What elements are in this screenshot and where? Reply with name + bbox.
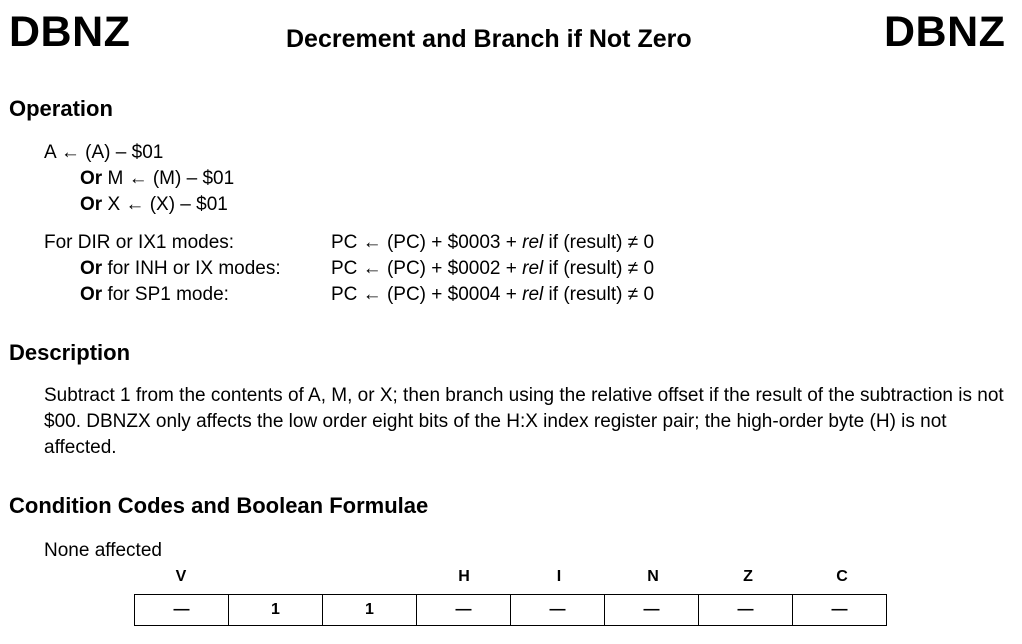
mode-formula-dir-ix1: PC ← (PC) + $0003 + rel if (result) ≠ 0	[331, 232, 655, 253]
cc-cell-v: —	[135, 595, 229, 626]
operation-heading: Operation	[9, 96, 113, 121]
mode-label-inh-ix: Or for INH or IX modes:	[80, 258, 281, 279]
or-keyword: Or	[80, 168, 103, 189]
cc-cell-z: —	[699, 595, 793, 626]
cc-header-i: I	[556, 568, 562, 585]
cc-cell-bit6: 1	[229, 595, 323, 626]
condition-codes-row	[135, 595, 887, 626]
mode-formula-inh-ix: PC ← (PC) + $0002 + rel if (result) ≠ 0	[331, 258, 655, 279]
or-keyword: Or	[80, 194, 103, 215]
cc-header-v: V	[175, 568, 187, 585]
mode-label-sp1: Or for SP1 mode:	[80, 284, 229, 305]
condition-codes-table	[134, 594, 887, 626]
mode-formula-sp1: PC ← (PC) + $0004 + rel if (result) ≠ 0	[331, 284, 655, 305]
cc-header-z: Z	[743, 568, 753, 585]
mnemonic-left: DBNZ	[9, 8, 131, 56]
cc-cell-c: —	[793, 595, 887, 626]
cc-header-n: N	[647, 568, 659, 585]
cc-cell-i: —	[511, 595, 605, 626]
cc-cell-h: —	[417, 595, 511, 626]
cc-header-c: C	[836, 568, 848, 585]
mode-label-dir-ix1: For DIR or IX1 modes:	[44, 232, 235, 253]
description-text: Subtract 1 from the contents of A, M, or X; then branch using the relative offset if the result of the subtraction is not $00. DBNZX only affects the low order eight bits of the H:X index register pair; the high-order byte (H) is not affected.	[44, 385, 1004, 458]
cc-header-h: H	[458, 568, 470, 585]
description-heading: Description	[9, 340, 131, 365]
condition-codes-note: None affected	[44, 540, 162, 561]
operation-line-a: A ← (A) – $01	[44, 142, 164, 163]
mnemonic-right: DBNZ	[884, 8, 1006, 56]
cc-cell-bit5: 1	[323, 595, 417, 626]
operation-line-x	[80, 194, 228, 216]
operation-line-m	[80, 168, 234, 190]
condition-codes-heading: Condition Codes and Boolean Formulae	[9, 493, 429, 518]
operation-line-x-text: X ← (X) – $01	[102, 194, 228, 215]
operation-line-m-text: M ← (M) – $01	[102, 168, 235, 189]
page-title: Decrement and Branch if Not Zero	[286, 25, 692, 53]
cc-cell-n: —	[605, 595, 699, 626]
